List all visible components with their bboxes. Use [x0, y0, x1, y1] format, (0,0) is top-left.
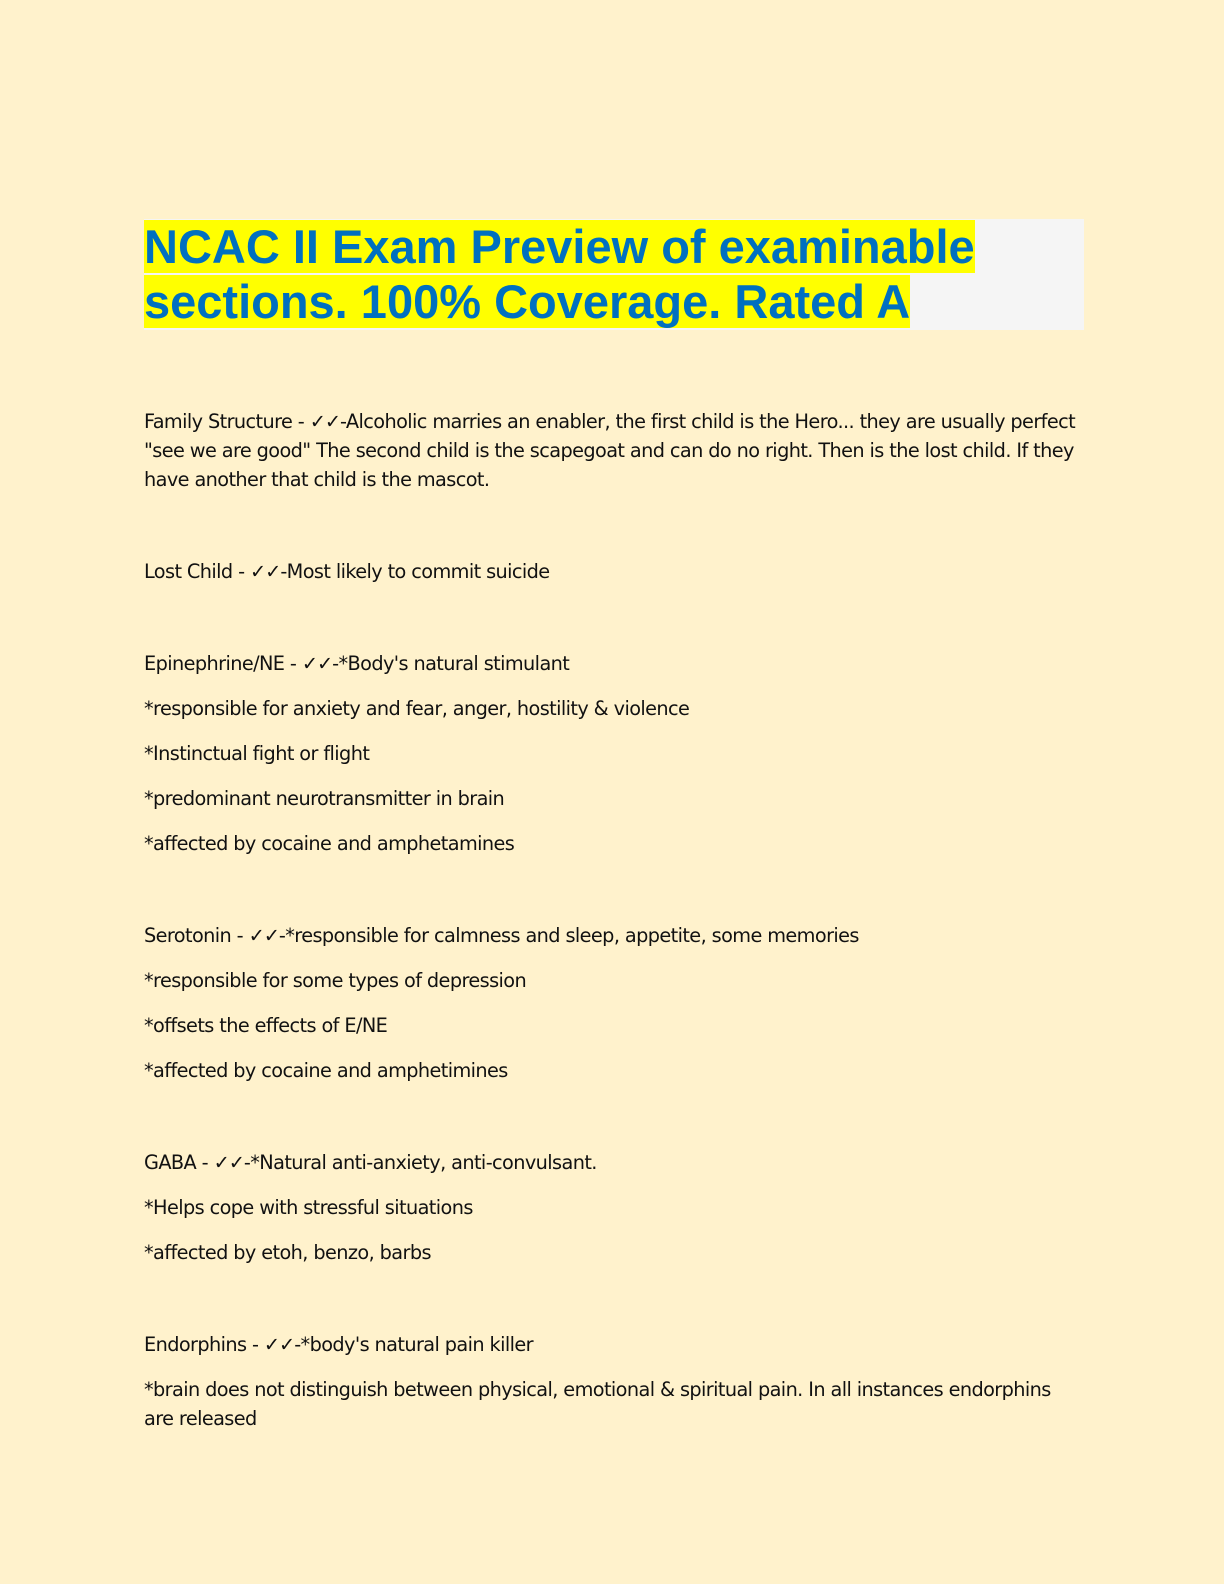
document-body — [144, 407, 1084, 1433]
double-check-icon: ✓✓ — [250, 560, 281, 583]
double-check-icon: ✓✓ — [263, 1333, 295, 1356]
entry-bullet-line: *predominant neurotransmitter in brain — [144, 787, 505, 810]
document-title — [144, 219, 1024, 329]
entry-definition: -Alcoholic marries an enabler, the first child is the Hero... they are usually perfect "see we are good" The second child is the scapegoat and can do no right. Then is the lost child. If they have another that child is the mascot. — [144, 410, 1076, 491]
entry-definition: -*Natural anti-anxiety, anti-convulsant. — [243, 1151, 597, 1174]
entry-bullet-line: *affected by etoh, benzo, barbs — [144, 1241, 431, 1264]
flashcard-entry — [144, 1148, 1084, 1267]
flashcard-entry — [144, 407, 1084, 494]
double-check-icon: ✓✓ — [213, 1151, 244, 1174]
entry-definition: -*responsible for calmness and sleep, appetite, some memories — [278, 924, 859, 947]
flashcard-entry — [144, 921, 1084, 1085]
entry-definition-line — [144, 557, 1084, 586]
entry-definition-line — [144, 1330, 1084, 1359]
double-check-icon: ✓✓ — [248, 924, 279, 947]
flashcard-entry — [144, 1330, 1084, 1433]
entry-bullet-line: *responsible for some types of depression — [144, 969, 527, 992]
title-line-2: sections. 100% Coverage. Rated A — [144, 275, 911, 328]
entry-bullet-line: *affected by cocaine and amphetimines — [144, 1059, 508, 1082]
entry-definition-line — [144, 407, 1084, 494]
flashcard-entry — [144, 649, 1084, 858]
entry-definition-line — [144, 649, 1084, 678]
entry-term: Epinephrine/NE - — [144, 652, 302, 675]
entry-definition: -*body's natural pain killer — [294, 1333, 533, 1356]
entry-bullet-line: *brain does not distinguish between physical, emotional & spiritual pain. In all instances endorphins are released — [144, 1378, 1051, 1430]
entry-bullet-line: *Helps cope with stressful situations — [144, 1196, 473, 1219]
flashcard-entry — [144, 557, 1084, 586]
entry-definition-line — [144, 921, 1084, 950]
entry-definition-line — [144, 1148, 1084, 1177]
entry-bullet-line: *Instinctual fight or flight — [144, 742, 370, 765]
entry-term: Serotonin - — [144, 924, 249, 947]
entry-definition: -Most likely to commit suicide — [280, 560, 550, 583]
entry-bullet-line: *responsible for anxiety and fear, anger, hostility & violence — [144, 697, 690, 720]
double-check-icon: ✓✓ — [301, 652, 333, 675]
double-check-icon: ✓✓ — [309, 410, 340, 433]
entry-bullet-line: *offsets the effects of E/NE — [144, 1014, 388, 1037]
title-line-1: NCAC II Exam Preview of examinable — [144, 220, 975, 273]
entry-term: Family Structure - — [144, 410, 310, 433]
entry-definition: -*Body's natural stimulant — [332, 652, 570, 675]
entry-term: Endorphins - — [144, 1333, 264, 1356]
entry-term: GABA - — [144, 1151, 214, 1174]
entry-bullet-line: *affected by cocaine and amphetamines — [144, 832, 515, 855]
entry-term: Lost Child - — [144, 560, 250, 583]
